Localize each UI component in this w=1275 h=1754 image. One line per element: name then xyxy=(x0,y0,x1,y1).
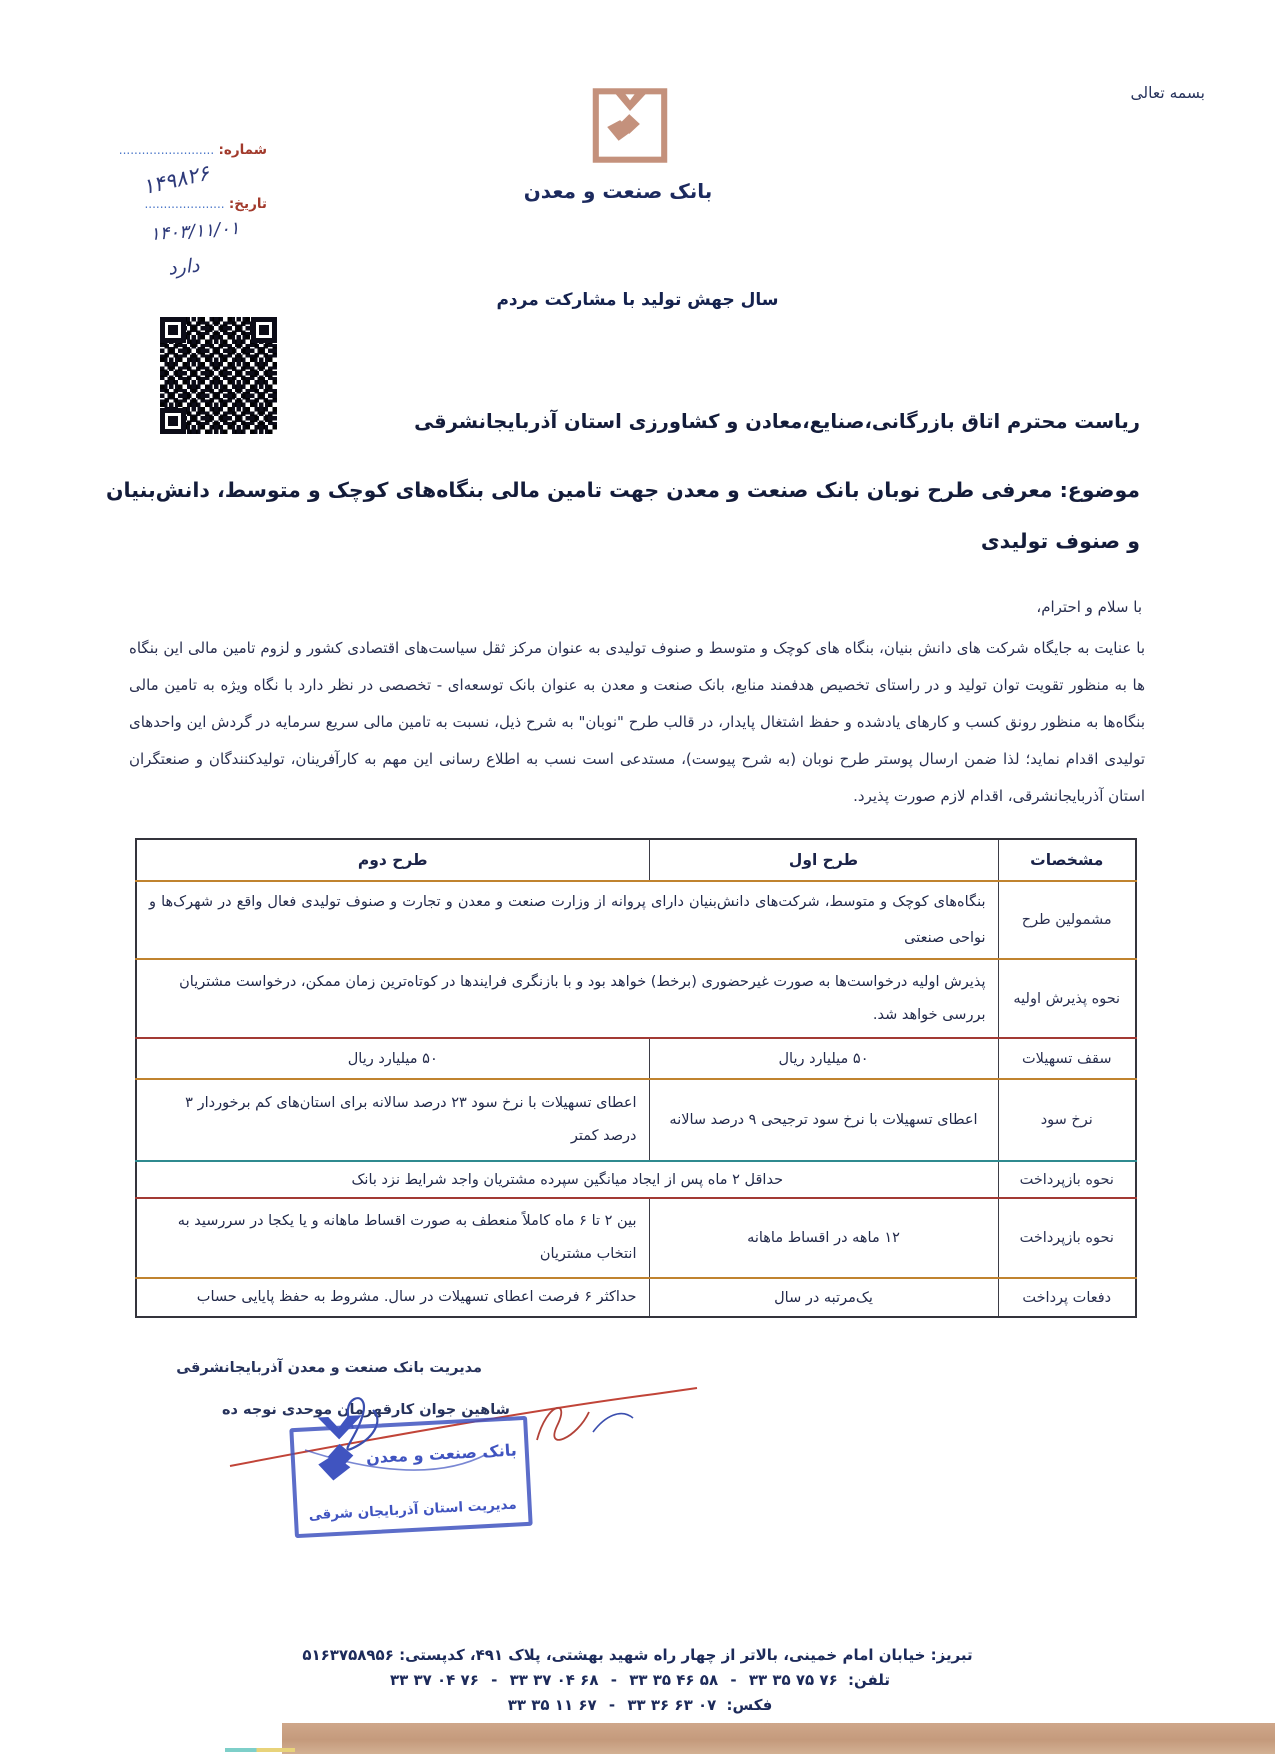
qr-finder-icon xyxy=(160,408,186,434)
handwritten-date: ۱۴۰۳/۱۱/۰۱ xyxy=(149,217,241,246)
handwritten-letter-number: ۱۴۹۸۲۶ xyxy=(140,160,212,200)
table-row xyxy=(136,959,1136,1038)
signer-name-right: شاهین جوان کار xyxy=(392,1402,510,1418)
row-label: نحوه بازپرداخت xyxy=(998,1161,1136,1198)
row-plan2-value: اعطای تسهیلات با نرخ سود ۲۳ درصد سالانه برای استان‌های کم برخوردار ۳ درصد کمتر xyxy=(136,1079,649,1161)
table-row xyxy=(136,1038,1136,1079)
subject-line-2: و صنوف تولیدی xyxy=(980,529,1140,553)
plans-table xyxy=(135,838,1137,1318)
row-plan2-value: ۵۰ میلیارد ریال xyxy=(136,1038,649,1079)
row-label: نرخ سود xyxy=(998,1079,1136,1161)
subject-line-1: موضوع: معرفی طرح نوبان بانک صنعت و معدن جهت تامین مالی بنگاه‌های کوچک و متوسط، دانش‌بنیان xyxy=(106,478,1140,502)
phone-number: ۳۳ ۳۷ ۰۴ ۶۸ xyxy=(509,1671,599,1689)
qr-finder-icon xyxy=(251,317,277,343)
letter-date-line xyxy=(72,196,267,212)
stamp-branch-name: مدیریت استان آذربایجان شرقی xyxy=(308,1496,518,1524)
row-plan1-value: یک‌مرتبه در سال xyxy=(649,1278,998,1317)
recipient-title: ریاست محترم اتاق بازرگانی،صنایع،معادن و کشاورزی استان آذربایجانشرقی xyxy=(414,410,1140,433)
official-stamp xyxy=(289,1416,532,1538)
separator-dash: - xyxy=(491,1671,498,1689)
address-label: تبریز: xyxy=(930,1646,973,1664)
bank-logo-icon xyxy=(592,87,668,164)
qr-finder-icon xyxy=(160,317,186,343)
stamp-bank-name: بانک صنعت و معدن xyxy=(365,1440,518,1468)
row-label: دفعات پرداخت xyxy=(998,1278,1136,1317)
salutation: با سلام و احترام، xyxy=(1036,598,1142,616)
separator-dash: - xyxy=(610,1671,617,1689)
scan-edge-bar xyxy=(282,1723,1275,1754)
row-plan1-value: ۵۰ میلیارد ریال xyxy=(649,1038,998,1079)
row-label: نحوه بازپرداخت xyxy=(998,1198,1136,1278)
management-title: مدیریت بانک صنعت و معدن آذربایجانشرقی xyxy=(176,1360,482,1376)
row-value: پذیرش اولیه درخواست‌ها به صورت غیرحضوری (برخط) خواهد بود و با بازنگری فرایندها در کوتاه‌ترین زمان ممکن، درخواست مشتریان بررسی خواهد شد. xyxy=(136,959,998,1038)
handwritten-attachment-note: دارد xyxy=(166,254,201,280)
table-row xyxy=(136,881,1136,959)
bismillah-text: بسمه تعالی xyxy=(1130,84,1205,102)
row-label: سقف تسهیلات xyxy=(998,1038,1136,1079)
date-label: تاریخ: xyxy=(228,196,267,212)
table-header-row xyxy=(136,839,1136,881)
row-plan1-value: ۱۲ ماهه در اقساط ماهانه xyxy=(649,1198,998,1278)
scan-edge-line xyxy=(225,1748,295,1752)
row-label: نحوه پذیرش اولیه xyxy=(998,959,1136,1038)
row-plan2-value: بین ۲ تا ۶ ماه کاملاً منعطف به صورت اقساط ماهانه و یا یکجا در سررسید به انتخاب مشتریان xyxy=(136,1198,649,1278)
letter-number-line xyxy=(72,142,267,158)
table-row xyxy=(136,1079,1136,1161)
phone-label: تلفن: xyxy=(847,1671,891,1689)
table-row xyxy=(136,1198,1136,1278)
date-dotted-line: ..................... xyxy=(144,197,225,211)
footer-address-line xyxy=(0,1646,1275,1664)
phone-number: ۳۳ ۳۷ ۰۴ ۷۶ xyxy=(389,1671,479,1689)
fax-label: فکس: xyxy=(726,1696,773,1714)
address-text: خیابان امام خمینی، بالاتر از چهار راه شهید بهشتی، پلاک ۴۹۱، کدپستی: ۵۱۶۳۷۵۸۹۵۶ xyxy=(302,1646,926,1664)
letter-body: با عنایت به جایگاه شرکت های دانش بنیان، بنگاه های کوچک و متوسط و صنوف تولیدی به عنوان مرکز ثقل سیاست‌های اقتصادی کشور و لزوم تامین مالی این بنگاه ها به منظور تقویت توان تولید و در راستای تخصیص هدفمند منابع، بانک صنعت و معدن به عنوان بانک توسعه‌ای - تخصصی در نظر دارد با نگاه ویژه به تامین مالی بنگاه‌ها به منظور رونق کسب و کارهای یادشده و حفظ اشتغال پایدار، در قالب طرح "نوبان" به شرح ذیل، نسبت به تامین مالی سریع سرمایه در گردش این واحدهای تولیدی اقدام نماید؛ لذا ضمن ارسال پوستر طرح نوبان (به شرح پیوست)، مستدعی است نسب به اطلاع رسانی این مهم به کارآفرینان، تولیدکنندگان و صنعتگران استان آذربایجانشرقی، اقدام لازم صورت پذیرد. xyxy=(129,639,1145,805)
row-plan2-value: حداکثر ۶ فرصت اعطای تسهیلات در سال. مشروط به حفظ پایایی حساب xyxy=(136,1278,649,1317)
fax-number: ۳۳ ۳۵ ۱۱ ۶۷ xyxy=(507,1696,597,1714)
separator-dash: - xyxy=(608,1696,616,1714)
row-label: مشمولین طرح xyxy=(998,881,1136,959)
year-slogan: سال جهش تولید با مشارکت مردم xyxy=(496,290,779,310)
number-label: شماره: xyxy=(218,142,267,158)
footer-fax-line xyxy=(0,1696,1275,1714)
table-row xyxy=(136,1278,1136,1317)
letterhead-footer xyxy=(0,1646,1275,1721)
col-header-plan2: طرح دوم xyxy=(136,839,649,881)
col-header-plan1: طرح اول xyxy=(649,839,998,881)
phone-number: ۳۳ ۳۵ ۴۶ ۵۸ xyxy=(629,1671,719,1689)
fax-number: ۳۳ ۳۶ ۶۳ ۰۷ xyxy=(627,1696,717,1714)
table-row xyxy=(136,1161,1136,1198)
phone-number: ۳۳ ۳۵ ۷۵ ۷۶ xyxy=(748,1671,838,1689)
col-header-specs: مشخصات xyxy=(998,839,1136,881)
qr-code xyxy=(160,317,277,434)
separator-dash: - xyxy=(730,1671,737,1689)
footer-phone-line xyxy=(0,1671,1275,1689)
number-dotted-line: ......................... xyxy=(118,143,215,157)
bank-name: بانک صنعت و معدن xyxy=(523,179,713,203)
row-plan1-value: اعطای تسهیلات با نرخ سود ترجیحی ۹ درصد سالانه xyxy=(649,1079,998,1161)
row-value: حداقل ۲ ماه پس از ایجاد میانگین سپرده مشتریان واجد شرایط نزد بانک xyxy=(136,1161,998,1198)
signer-name-left: قهرمان موحدی نوجه ده xyxy=(222,1402,392,1418)
row-value: بنگاه‌های کوچک و متوسط، شرکت‌های دانش‌بنیان دارای پروانه از وزارت صنعت و معدن و تجارت و صنوف تولیدی فعال واقع در شهرک‌ها و نواحی صنعتی xyxy=(136,881,998,959)
